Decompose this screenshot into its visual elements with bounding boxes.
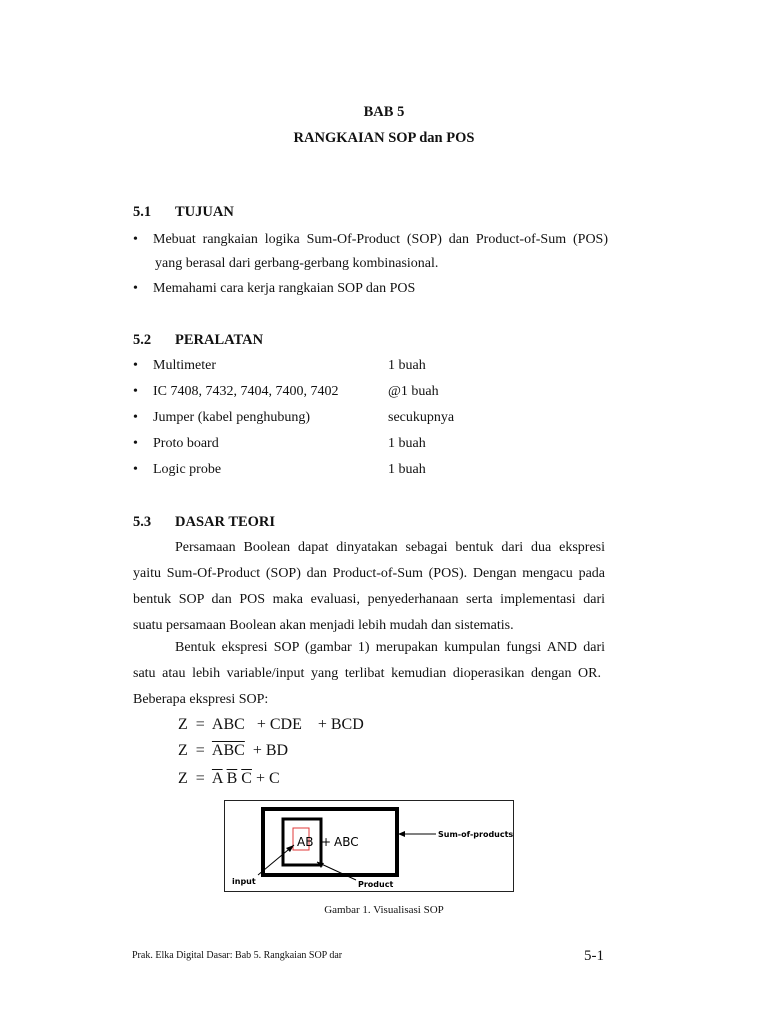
- bullet: •: [133, 281, 138, 296]
- bullet: •: [133, 384, 138, 399]
- equipment-name: Logic probe: [153, 462, 222, 477]
- equation-2: $Z = \overline{ABC}$ + BD: [178, 742, 289, 759]
- complement-variable: $\overline{B}$: [226, 770, 238, 787]
- product-label: Product: [358, 880, 394, 889]
- section-number-5-3: 5.3: [133, 514, 152, 530]
- equipment-qty: 1 buah: [388, 462, 426, 477]
- figure-border: [225, 801, 514, 892]
- equipment-qty: @1 buah: [388, 384, 439, 399]
- equation-3: $Z = \overline{A}$ $\overline{B}$ $\overline{C} + C$: [178, 770, 280, 787]
- bullet: •: [133, 436, 138, 451]
- page-footer: Prak. Elka Digital Dasar: Bab 5. Rangkaian SOP dar: [132, 950, 343, 961]
- figure-term-ab: AB: [297, 835, 314, 849]
- paragraph-1-line-1: Persamaan Boolean dapat dinyatakan sebagai bentuk dari dua ekspresi: [175, 540, 605, 555]
- bullet: •: [133, 232, 138, 247]
- equipment-qty: 1 buah: [388, 358, 426, 373]
- paragraph-2-line-1: Bentuk ekspresi SOP (gambar 1) merupakan kumpulan fungsi AND dari: [175, 640, 605, 655]
- equipment-qty: 1 buah: [388, 436, 426, 451]
- input-label: input: [232, 877, 256, 886]
- section-title-dasar-teori: DASAR TEORI: [175, 514, 276, 530]
- paragraph-2-line-2: satu atau lebih variable/input yang terlibat kemudian dioperasikan dengan OR.: [133, 666, 601, 681]
- equipment-name: IC 7408, 7432, 7404, 7400, 7402: [153, 384, 339, 399]
- section-title-tujuan: TUJUAN: [175, 204, 234, 220]
- equipment-name: Jumper (kabel penghubung): [153, 410, 311, 425]
- bullet: •: [133, 410, 138, 425]
- figure-term-abc: ABC: [334, 835, 359, 849]
- paragraph-1-line-2: yaitu Sum-Of-Product (SOP) dan Product-of-Sum (POS). Dengan mengacu pada: [133, 566, 605, 581]
- equipment-qty: secukupnya: [388, 410, 455, 425]
- sop-visualization-figure: [224, 800, 514, 892]
- chapter-number: BAB 5: [363, 104, 405, 120]
- complement-term: $\overline{ABC}$: [211, 742, 245, 759]
- bullet: •: [133, 358, 138, 373]
- paragraph-1-line-4: suatu persamaan Boolean akan menjadi lebih mudah dan sistematis.: [133, 618, 514, 633]
- equipment-name: Multimeter: [153, 358, 216, 373]
- paragraph-2-line-3: Beberapa ekspresi SOP:: [133, 692, 269, 707]
- figure-caption: Gambar 1. Visualisasi SOP: [324, 904, 444, 916]
- section-number-5-1: 5.1: [133, 204, 152, 220]
- page-number: 5-1: [584, 948, 604, 964]
- objective-1-line-1: Mebuat rangkaian logika Sum-Of-Product (SOP) dan Product-of-Sum (POS): [153, 232, 608, 247]
- chapter-title: RANGKAIAN SOP dan POS: [293, 130, 475, 146]
- sum-of-products-label: Sum-of-products: [438, 830, 514, 839]
- complement-variable: $\overline{A}$: [211, 770, 223, 787]
- section-number-5-2: 5.2: [133, 332, 152, 348]
- complement-variable: $\overline{C}$: [241, 770, 252, 787]
- objective-2: Memahami cara kerja rangkaian SOP dan POS: [153, 281, 416, 296]
- bullet: •: [133, 462, 138, 477]
- paragraph-1-line-3: bentuk SOP dan POS maka evaluasi, penyederhanaan serta implementasi dari: [133, 592, 605, 607]
- section-title-peralatan: PERALATAN: [175, 332, 264, 348]
- equipment-name: Proto board: [153, 436, 219, 451]
- objective-1-line-2: yang berasal dari gerbang-gerbang kombinasional.: [155, 256, 439, 271]
- figure-plus: +: [321, 835, 332, 849]
- equation-1: Z = ABC + CDE + BCD: [178, 716, 364, 733]
